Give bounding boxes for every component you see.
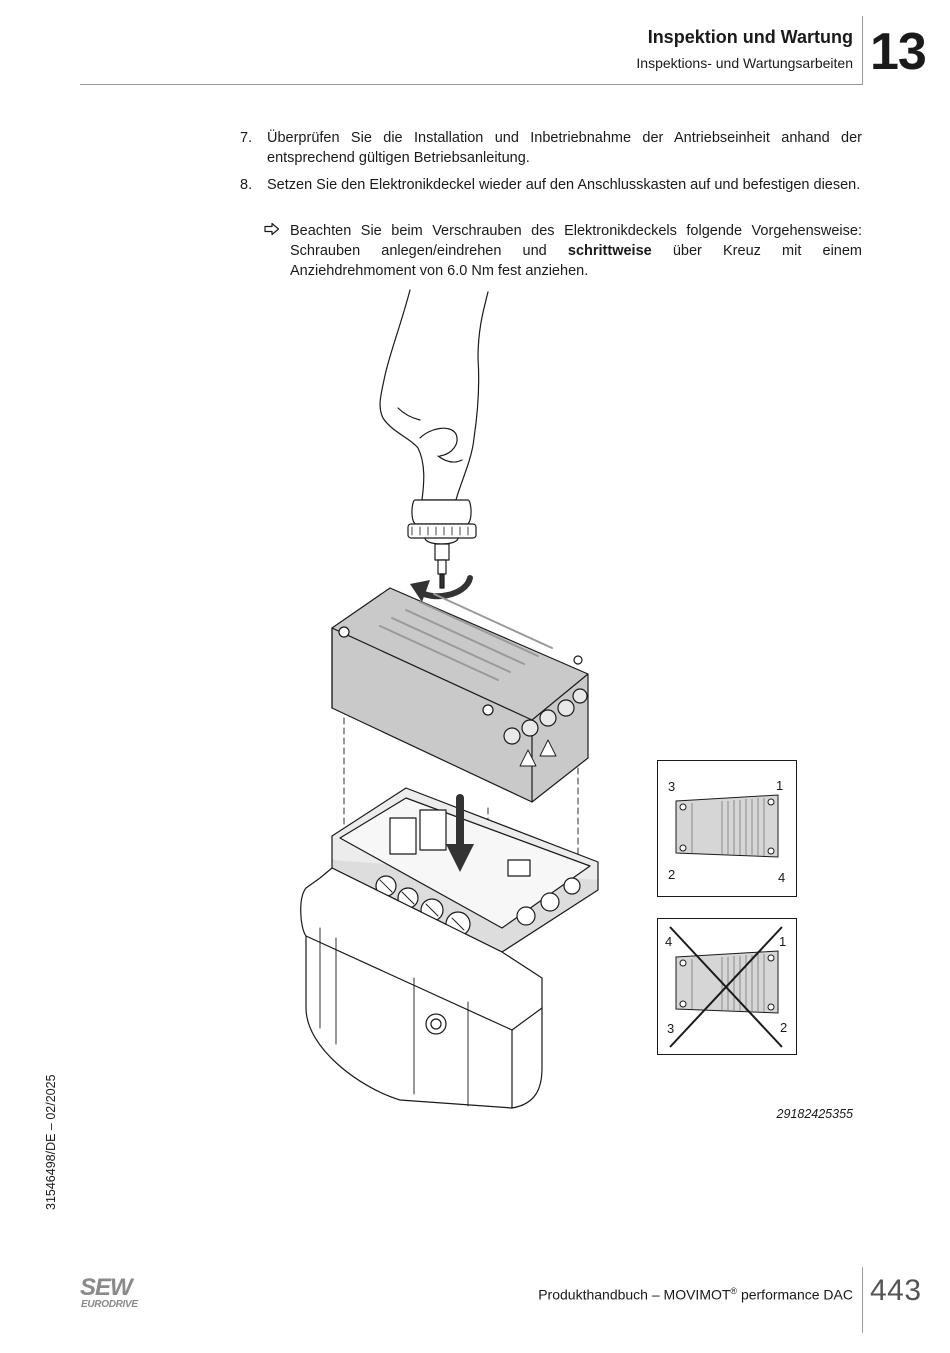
- note-instruction: [264, 221, 862, 285]
- note-text: [290, 221, 862, 281]
- document-code: 31546498/DE – 02/2025: [44, 1074, 58, 1210]
- cover-installation-illustration: [280, 288, 620, 1118]
- step-8: [240, 175, 862, 217]
- step-text: Überprüfen Sie die Installation und Inbetriebnahme der Antriebseinheit anhand der entsprechend gültigen Betriebsanleitung.: [267, 130, 862, 166]
- note-emphasis: schrittweise: [567, 243, 652, 259]
- header-divider: [80, 84, 862, 85]
- note-text-part: über Kreuz mit einem Anziehdrehmoment von 6.0 Nm fest anziehen.: [290, 243, 862, 279]
- corner-label-top-left: 3: [668, 779, 676, 794]
- footer-divider-vertical: [862, 1267, 863, 1333]
- step-number: 8.: [240, 177, 253, 193]
- note-text-part: Beachten Sie beim Verschrauben des Elektronikdeckels folgende Vorgehensweise: Schrauben anlegen/eindrehen und: [290, 223, 862, 259]
- corner-label-bottom-right: 4: [778, 870, 786, 885]
- footer-manual-title: [538, 1286, 853, 1303]
- figure-id: 29182425355: [776, 1107, 853, 1121]
- trademark-symbol: ®: [730, 1286, 738, 1296]
- corner-label-bottom-left: 2: [668, 867, 676, 882]
- logo-subline: EURODRIVE: [81, 1299, 138, 1310]
- cover-plate-diagram-crossed: [658, 919, 795, 1053]
- corner-label-top-right: 1: [776, 778, 784, 793]
- chapter-title: Inspektion und Wartung: [647, 27, 853, 47]
- chapter-subtitle: Inspektions- und Wartungsarbeiten: [636, 55, 853, 71]
- corner-label-bottom-left: 3: [667, 1021, 675, 1036]
- logo-wordmark: SEW: [80, 1274, 132, 1301]
- page-number: 443: [870, 1274, 922, 1307]
- footer-text-part: performance DAC: [737, 1286, 853, 1303]
- step-number: 7.: [240, 130, 253, 146]
- header-divider-vertical: [862, 16, 863, 85]
- sew-eurodrive-logo: [80, 1276, 150, 1312]
- tightening-sequence-wrong: [657, 918, 797, 1055]
- corner-label-bottom-right: 2: [780, 1020, 788, 1035]
- corner-label-top-right: 1: [779, 934, 787, 949]
- cover-plate-diagram: [658, 761, 795, 895]
- step-7: [240, 128, 862, 170]
- arrow-right-icon: [264, 222, 280, 236]
- chapter-number: 13: [870, 23, 926, 81]
- footer-text-part: Produkthandbuch – MOVIMOT: [538, 1286, 731, 1303]
- tightening-sequence-correct: [657, 760, 797, 897]
- corner-label-top-left: 4: [665, 934, 673, 949]
- step-text: Setzen Sie den Elektronikdeckel wieder auf den Anschlusskasten auf und befestigen diesen.: [267, 177, 861, 193]
